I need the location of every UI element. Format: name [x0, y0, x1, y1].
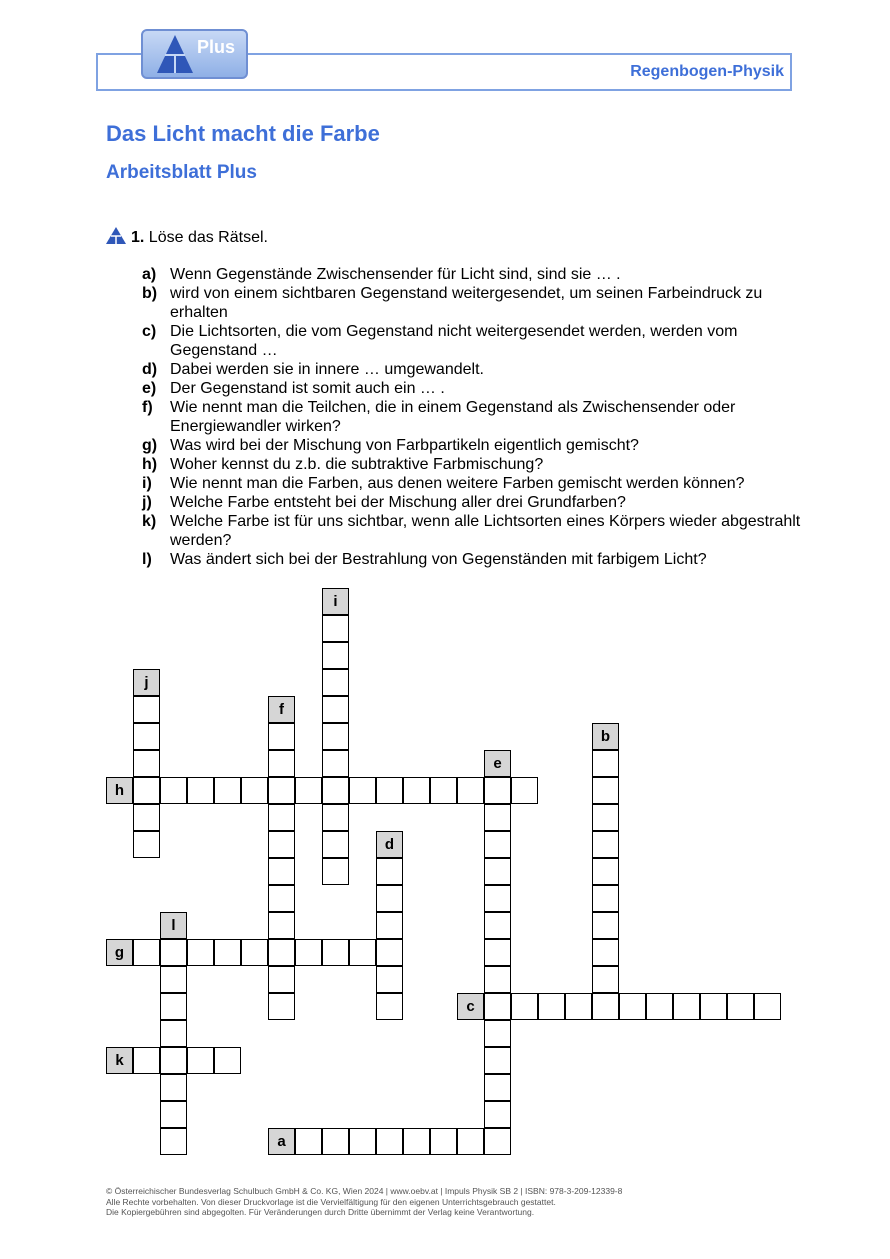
crossword-cell[interactable]: [511, 993, 538, 1020]
crossword-cell[interactable]: [268, 858, 295, 885]
crossword-cell[interactable]: [295, 939, 322, 966]
crossword-cell[interactable]: [403, 777, 430, 804]
crossword-cell[interactable]: [322, 1128, 349, 1155]
task-number: 1.: [131, 229, 145, 246]
clue-c: c) Die Lichtsorten, die vom Gegenstand nicht weitergesendet werden, werden vom Gegenstand …: [142, 323, 738, 359]
crossword-cell[interactable]: [241, 777, 268, 804]
crossword-cell[interactable]: [268, 939, 295, 966]
clue-j: j) Welche Farbe entsteht bei der Mischung aller drei Grundfarben?: [142, 494, 626, 511]
page-title: Das Licht macht die Farbe: [106, 121, 380, 146]
crossword-cell[interactable]: [160, 939, 187, 966]
crossword-cell[interactable]: [538, 993, 565, 1020]
crossword-cell[interactable]: [484, 912, 511, 939]
crossword-cell[interactable]: [430, 1128, 457, 1155]
crossword-cell[interactable]: [322, 777, 349, 804]
page-subtitle: Arbeitsblatt Plus: [106, 162, 257, 183]
header-label: Regenbogen-Physik: [630, 63, 784, 80]
crossword-cell[interactable]: [322, 804, 349, 831]
crossword-cell[interactable]: [160, 1074, 187, 1101]
crossword-label-b: b: [592, 723, 619, 750]
clue-e: e) Der Gegenstand ist somit auch ein … .: [142, 380, 445, 397]
clue-g: g) Was wird bei der Mischung von Farbpartikeln eigentlich gemischt?: [142, 437, 639, 454]
crossword-cell[interactable]: [322, 669, 349, 696]
clue-d: d) Dabei werden sie in innere … umgewandelt.: [142, 361, 484, 378]
crossword-cell[interactable]: [160, 993, 187, 1020]
crossword-label-f: f: [268, 696, 295, 723]
crossword-cell[interactable]: [133, 804, 160, 831]
crossword-cell[interactable]: [268, 750, 295, 777]
crossword-label-e: e: [484, 750, 511, 777]
crossword-cell[interactable]: [619, 993, 646, 1020]
crossword-cell[interactable]: [268, 804, 295, 831]
crossword-cell[interactable]: [214, 777, 241, 804]
crossword-cell[interactable]: [457, 1128, 484, 1155]
clue-k: k) Welche Farbe ist für uns sichtbar, wenn alle Lichtsorten eines Körpers wieder abgestrahlt werden?: [142, 513, 801, 549]
crossword-cell[interactable]: [295, 777, 322, 804]
crossword-label-l: l: [160, 912, 187, 939]
crossword-cell[interactable]: [592, 804, 619, 831]
crossword-cell[interactable]: [376, 966, 403, 993]
crossword-label-d: d: [376, 831, 403, 858]
crossword-cell[interactable]: [484, 966, 511, 993]
crossword-cell[interactable]: [349, 777, 376, 804]
footer-rights: Alle Rechte vorbehalten. Von dieser Druckvorlage ist die Vervielfältigung für den eigenen Unterrichtsgebrauch gestattet.: [106, 1196, 556, 1207]
triangle-task-icon: [106, 227, 126, 245]
crossword-cell[interactable]: [133, 723, 160, 750]
crossword-cell[interactable]: [484, 939, 511, 966]
crossword-cell[interactable]: [268, 912, 295, 939]
crossword-cell[interactable]: [322, 723, 349, 750]
crossword-cell[interactable]: [133, 1047, 160, 1074]
crossword-cell[interactable]: [133, 696, 160, 723]
crossword-cell[interactable]: [484, 993, 511, 1020]
crossword-label-i: i: [322, 588, 349, 615]
crossword-cell[interactable]: [484, 1047, 511, 1074]
crossword-cell[interactable]: [268, 723, 295, 750]
crossword-cell[interactable]: [160, 777, 187, 804]
crossword-cell[interactable]: [484, 777, 511, 804]
crossword-cell[interactable]: [268, 885, 295, 912]
crossword-cell[interactable]: [457, 777, 484, 804]
crossword-cell[interactable]: [322, 831, 349, 858]
crossword-cell[interactable]: [268, 777, 295, 804]
task-text: Löse das Rätsel.: [148, 229, 268, 246]
crossword-cell[interactable]: [484, 1020, 511, 1047]
footer-copyright: © Österreichischer Bundesverlag Schulbuch GmbH & Co. KG, Wien 2024 | www.oebv.at | Impuls Physik SB 2 | ISBN: 978-3-209-12339-8: [106, 1186, 623, 1196]
crossword-cell[interactable]: [322, 858, 349, 885]
footer-disclaimer: Die Kopiergebühren sind abgegolten. Für Veränderungen durch Dritte übernimmt der Verlag keine Verantwortung.: [106, 1207, 535, 1217]
crossword-cell[interactable]: [160, 1047, 187, 1074]
crossword-cell[interactable]: [322, 750, 349, 777]
crossword-cell[interactable]: [322, 615, 349, 642]
crossword-label-c: c: [457, 993, 484, 1020]
crossword-label-j: j: [133, 669, 160, 696]
crossword-cell[interactable]: [133, 750, 160, 777]
logo-text: Plus: [197, 37, 236, 57]
crossword-cell[interactable]: [187, 1047, 214, 1074]
crossword-cell[interactable]: [376, 1128, 403, 1155]
crossword-cell[interactable]: [133, 831, 160, 858]
clue-list: [142, 265, 802, 569]
crossword-cell[interactable]: [376, 885, 403, 912]
clue-f: f) Wie nennt man die Teilchen, die in einem Gegenstand als Zwischensender oder Energiewandler wirken?: [142, 399, 736, 435]
crossword-cell[interactable]: [430, 777, 457, 804]
crossword-cell[interactable]: [133, 939, 160, 966]
crossword-cell[interactable]: [187, 939, 214, 966]
crossword-cell[interactable]: [268, 966, 295, 993]
crossword-cell[interactable]: [295, 1128, 322, 1155]
crossword-cell[interactable]: [403, 1128, 430, 1155]
crossword-cell[interactable]: [214, 939, 241, 966]
crossword-cell[interactable]: [727, 993, 754, 1020]
crossword-cell[interactable]: [268, 831, 295, 858]
clue-a: a) Wenn Gegenstände Zwischensender für Licht sind, sind sie … .: [142, 266, 621, 283]
crossword-cell[interactable]: [133, 777, 160, 804]
clue-b: b) wird von einem sichtbaren Gegenstand weitergesendet, um seinen Farbeindruck zu erhalten: [142, 285, 763, 321]
crossword-cell[interactable]: [349, 939, 376, 966]
crossword-cell[interactable]: [592, 939, 619, 966]
crossword-cell[interactable]: [592, 912, 619, 939]
crossword-cell[interactable]: [160, 1020, 187, 1047]
crossword-cell[interactable]: [376, 912, 403, 939]
crossword-label-k: k: [106, 1047, 133, 1074]
crossword-cell[interactable]: [484, 1128, 511, 1155]
crossword-cell[interactable]: [484, 858, 511, 885]
crossword-cell[interactable]: [700, 993, 727, 1020]
crossword-cell[interactable]: [511, 777, 538, 804]
crossword-cell[interactable]: [322, 939, 349, 966]
crossword-cell[interactable]: [592, 750, 619, 777]
crossword-cell[interactable]: [322, 696, 349, 723]
crossword-cell[interactable]: [160, 966, 187, 993]
crossword-cell[interactable]: [592, 831, 619, 858]
crossword-cell[interactable]: [187, 777, 214, 804]
crossword-cell[interactable]: [160, 1101, 187, 1128]
crossword-label-h: h: [106, 777, 133, 804]
crossword-cell[interactable]: [376, 777, 403, 804]
crossword-cell[interactable]: [322, 642, 349, 669]
crossword-cell[interactable]: [484, 1101, 511, 1128]
crossword-cell[interactable]: [160, 1128, 187, 1155]
crossword-label-g: g: [106, 939, 133, 966]
crossword-cell[interactable]: [268, 993, 295, 1020]
crossword-cell[interactable]: [484, 831, 511, 858]
crossword-cell[interactable]: [241, 939, 268, 966]
crossword-cell[interactable]: [349, 1128, 376, 1155]
crossword-cell[interactable]: [376, 993, 403, 1020]
crossword-cell[interactable]: [754, 993, 781, 1020]
crossword-cell[interactable]: [376, 939, 403, 966]
crossword-cell[interactable]: [592, 966, 619, 993]
crossword-cell[interactable]: [484, 1074, 511, 1101]
crossword-cell[interactable]: [592, 885, 619, 912]
crossword-cell[interactable]: [592, 777, 619, 804]
clue-l: l) Was ändert sich bei der Bestrahlung von Gegenständen mit farbigem Licht?: [142, 551, 707, 568]
clue-h: h) Woher kennst du z.b. die subtraktive Farbmischung?: [142, 456, 544, 473]
triangle-logo-icon: [157, 35, 193, 75]
crossword-cell[interactable]: [592, 858, 619, 885]
footer: [106, 1186, 622, 1218]
crossword-cell[interactable]: [214, 1047, 241, 1074]
crossword-cell[interactable]: [565, 993, 592, 1020]
crossword-label-a: a: [268, 1128, 295, 1155]
crossword-cell[interactable]: [592, 993, 619, 1020]
crossword-cell[interactable]: [376, 858, 403, 885]
crossword-cell[interactable]: [484, 885, 511, 912]
plus-logo: [141, 29, 248, 79]
clue-i: i) Wie nennt man die Farben, aus denen weitere Farben gemischt werden können?: [142, 475, 745, 492]
crossword-cell[interactable]: [646, 993, 673, 1020]
crossword-cell[interactable]: [484, 804, 511, 831]
crossword-cell[interactable]: [673, 993, 700, 1020]
